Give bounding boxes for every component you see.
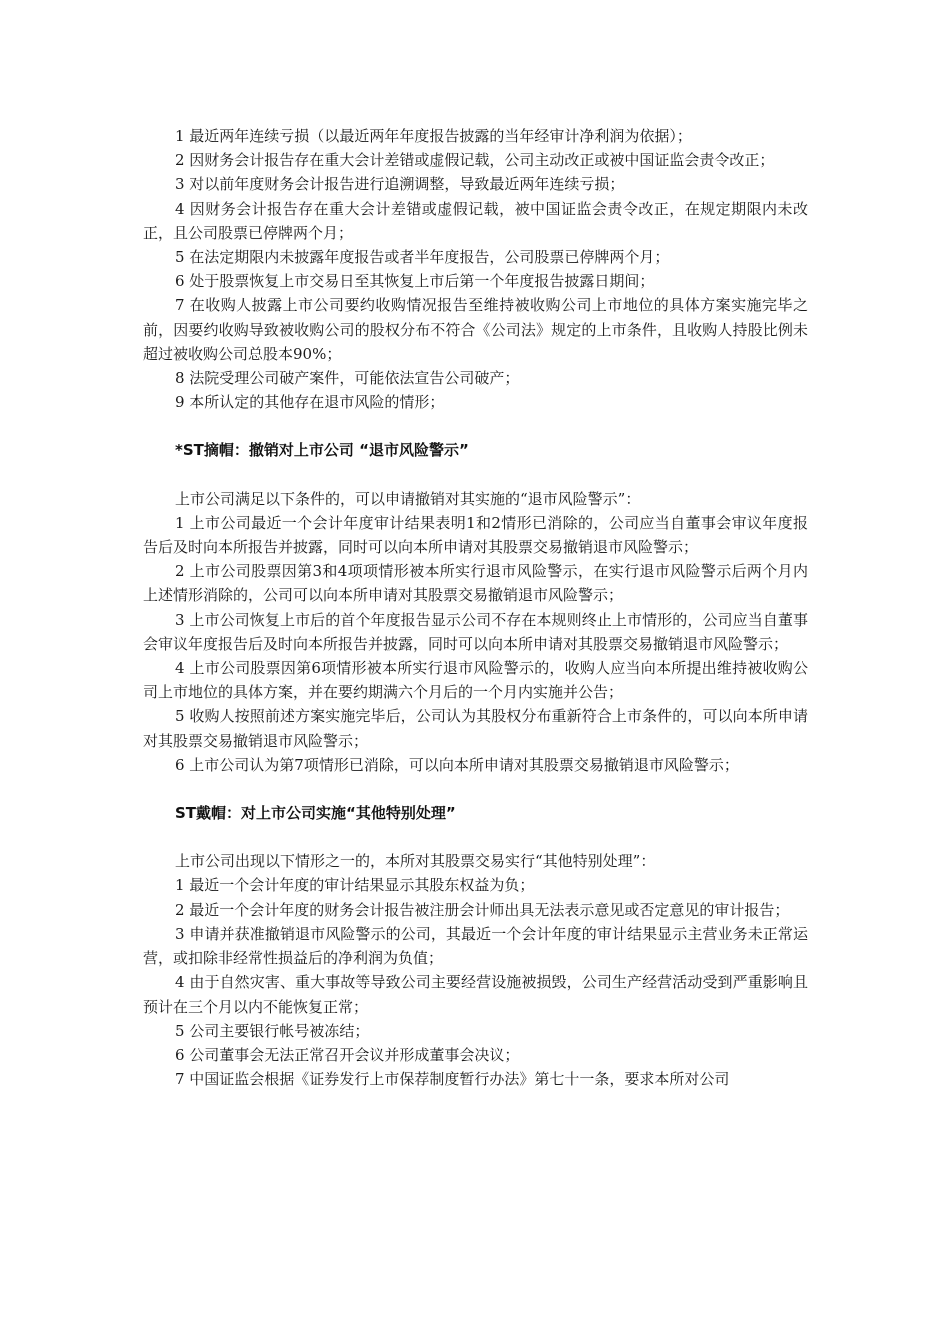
delisting-risk-item-2: 2 因财务会计报告存在重大会计差错或虚假记载，公司主动改正或被中国证监会责令改正； <box>175 151 775 170</box>
special-treatment-item-6: 6 公司董事会无法正常召开会议并形成董事会决议； <box>175 1045 520 1064</box>
revoke-warning-item-6: 6 上市公司认为第7项情形已消除，可以向本所申请对其股票交易撤销退市风险警示； <box>175 755 739 774</box>
revoke-warning-item-1: 1 上市公司最近一个会计年度审计结果表明1和2情形已消除的，公司应当自董事会审议年度报告后及时向本所报告并披露，同时可以向本所申请对其股票交易撤销退市风险警示； <box>143 513 808 557</box>
revoke-warning-item-2: 2 上市公司股票因第3和4项项情形被本所实行退市风险警示，在实行退市风险警示后两个月内上述情形消除的，公司可以向本所申请对其股票交易撤销退市风险警示； <box>143 562 808 605</box>
delisting-risk-item-5: 5 在法定期限内未披露年度报告或者半年度报告，公司股票已停牌两个月； <box>175 248 670 267</box>
delisting-risk-item-1: 1 最近两年连续亏损（以最近两年年度报告披露的当年经审计净利润为依据）； <box>175 127 692 145</box>
delisting-risk-item-8: 8 法院受理公司破产案件，可能依法宣告公司破产； <box>175 369 520 388</box>
revoke-warning-item-3: 3 上市公司恢复上市后的首个年度报告显示公司不存在本规则终止上市情形的，公司应当自董事会审议年度报告后及时向本所报告并披露，同时可以向本所申请对其股票交易撤销退市风险警示； <box>143 610 808 653</box>
delisting-risk-item-7: 7 在收购人披露上市公司要约收购情况报告至维持被收购公司上市地位的具体方案实施完毕之前，因要约收购导致被收购公司的股权分布不符合《公司法》规定的上市条件，且收购人持股比例未超过被收购公司总股本90%； <box>143 296 808 363</box>
special-treatment-item-3: 3 申请并获准撤销退市风险警示的公司，其最近一个会计年度的审计结果显示主营业务未正常运营，或扣除非经常性损益后的净利润为负值； <box>143 924 808 968</box>
special-treatment-item-2: 2 最近一个会计年度的财务会计报告被注册会计师出具无法表示意见或否定意见的审计报告； <box>175 900 790 919</box>
special-treatment-item-4: 4 由于自然灾害、重大事故等导致公司主要经营设施被损毁，公司生产经营活动受到严重影响且预计在三个月以内不能恢复正常； <box>143 973 808 1016</box>
delisting-risk-item-6: 6 处于股票恢复上市交易日至其恢复上市后第一个年度报告披露日期间； <box>175 272 655 291</box>
section-intro: 上市公司满足以下条件的，可以申请撤销对其实施的“退市风险警示”： <box>175 489 641 508</box>
delisting-risk-item-9: 9 本所认定的其他存在退市风险的情形； <box>175 393 445 412</box>
section-heading-remove-star-st: *ST摘帽：撤销对上市公司 “退市风险警示” <box>175 441 469 460</box>
revoke-warning-item-4: 4 上市公司股票因第6项情形被本所实行退市风险警示的，收购人应当向本所提出维持被收购公司上市地位的具体方案，并在要约期满六个月后的一个月内实施并公告； <box>143 659 808 702</box>
section-spacer <box>143 463 808 487</box>
revoke-warning-item-5: 5 收购人按照前述方案实施完毕后，公司认为其股权分布重新符合上市条件的，可以向本所申请对其股票交易撤销退市风险警示； <box>143 707 808 750</box>
delisting-risk-item-3: 3 对以前年度财务会计报告进行追溯调整，导致最近两年连续亏损； <box>175 175 625 194</box>
delisting-risk-item-4: 4 因财务会计报告存在重大会计差错或虚假记载，被中国证监会责令改正，在规定期限内未改正，且公司股票已停牌两个月； <box>143 199 808 242</box>
document-body <box>143 124 808 1091</box>
special-treatment-item-5: 5 公司主要银行帐号被冻结； <box>175 1021 370 1040</box>
special-treatment-item-7: 7 中国证监会根据《证券发行上市保荐制度暂行办法》第七十一条，要求本所对公司 <box>175 1070 730 1089</box>
special-treatment-item-1: 1 最近一个会计年度的审计结果显示其股东权益为负； <box>175 876 535 895</box>
section-heading-st-treatment: ST戴帽：对上市公司实施“其他特别处理” <box>175 804 456 823</box>
section-spacer <box>143 777 808 801</box>
section-spacer <box>143 825 808 849</box>
section-spacer <box>143 414 808 438</box>
section-intro: 上市公司出现以下情形之一的，本所对其股票交易实行“其他特别处理”： <box>175 852 656 871</box>
